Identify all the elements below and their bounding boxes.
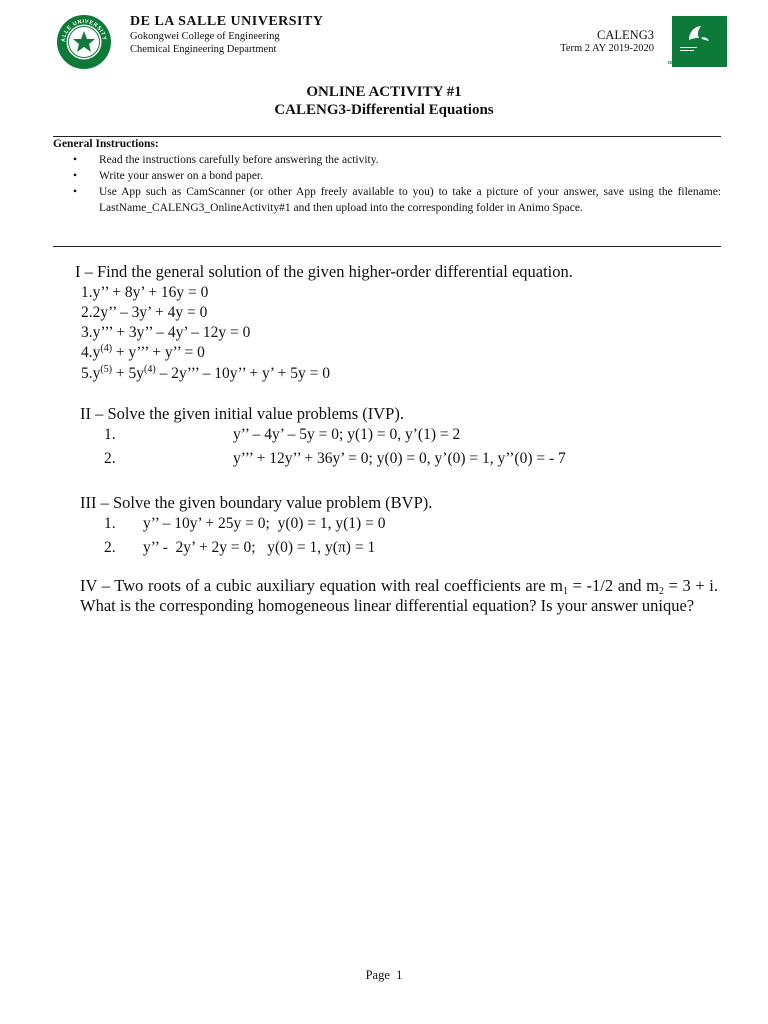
part2-heading: II – Solve the given initial value problems (IVP). — [80, 404, 404, 423]
part1-item-3: 3.y’’’ + 3y’’ – 4y’ – 12y = 0 — [81, 324, 251, 341]
instructions-list — [53, 152, 721, 216]
instruction-item: • Write your answer on a bond paper. — [73, 170, 263, 182]
activity-title: ONLINE ACTIVITY #1 — [306, 84, 462, 100]
bullet-icon: • — [73, 170, 78, 182]
activity-subtitle: CALENG3-Differential Equations — [274, 102, 494, 118]
page-number: 1 — [396, 968, 403, 982]
seal-text: ALLE UNIVERSITY — [60, 18, 108, 43]
part1-heading: I – Find the general solution of the given higher-order differential equation. — [75, 262, 573, 281]
top-divider — [53, 136, 721, 137]
page-footer — [0, 968, 768, 983]
bullet-icon: • — [73, 186, 78, 198]
university-name: DE LA SALLE UNIVERSITY — [130, 14, 324, 29]
term-label: Term 2 AY 2019-2020 — [560, 43, 654, 54]
part4-question: IV – Two roots of a cubic auxiliary equation with real coefficients are $m_1 = -1/2$ and $m_2 = 3 + i$. What is the corresponding homogeneous linear differential equation? Is your answer unique? — [80, 576, 718, 615]
bullet-icon: • — [73, 154, 78, 166]
part1-item-1: 1.y’’ + 8y’ + 16y = 0 — [81, 284, 209, 301]
part3-heading: III – Solve the given boundary value problem (BVP). — [80, 493, 433, 512]
instructions-heading: General Instructions: — [53, 138, 159, 150]
part1-item-2: 2.2y’’ – 3y’ + 4y = 0 — [81, 304, 208, 321]
part3-item-2-equation: y’’ - 2y’ + 2y = 0; y(0) = 1, y(π) = 1 — [143, 539, 376, 556]
college-name: Gokongwei College of Engineering — [130, 31, 280, 42]
dlsu-logo-caption: DE LA SALLE UNIVERSITY — [668, 60, 726, 65]
course-code: CALENG3 — [597, 28, 654, 42]
university-seal-logo — [56, 14, 112, 70]
part2-item-1-equation: y’’ – 4y’ – 5y = 0; y(1) = 0, y’(1) = 2 — [233, 426, 461, 443]
part1-item-4: $4.y^{(4)} + y$’’’ + y’’ = 0 — [81, 343, 205, 361]
part3-item-1-equation: y’’ – 10y’ + 25y = 0; y(0) = 1, y(1) = 0 — [143, 515, 386, 532]
department-name: Chemical Engineering Department — [130, 44, 277, 55]
part2-item-1-number: 1. — [104, 426, 116, 443]
part2-item-2-number: 2. — [104, 450, 116, 467]
instruction-item: • Read the instructions carefully before answering the activity. — [73, 154, 379, 166]
bottom-divider — [53, 246, 721, 247]
instruction-item: • Use App such as CamScanner (or other App freely available to you) to take a picture of your answer, save using the filename: LastName_CALENG3_OnlineActivity#1 and then upload into the corresponding folder in Animo Space. — [73, 186, 721, 214]
part3-item-2-number: 2. — [104, 539, 116, 556]
page-label: Page — [365, 968, 390, 982]
part2-item-2-equation: y’’’ + 12y’’ + 36y’ = 0; y(0) = 0, y’(0) = 1, y’’(0) = - 7 — [233, 450, 566, 467]
part3-item-1-number: 1. — [104, 515, 116, 532]
part1-item-5: $5.y^{(5)} + 5y^{(4)} - 2y$’’’ – 10y’’ + y’ + 5y = 0 — [81, 364, 331, 382]
